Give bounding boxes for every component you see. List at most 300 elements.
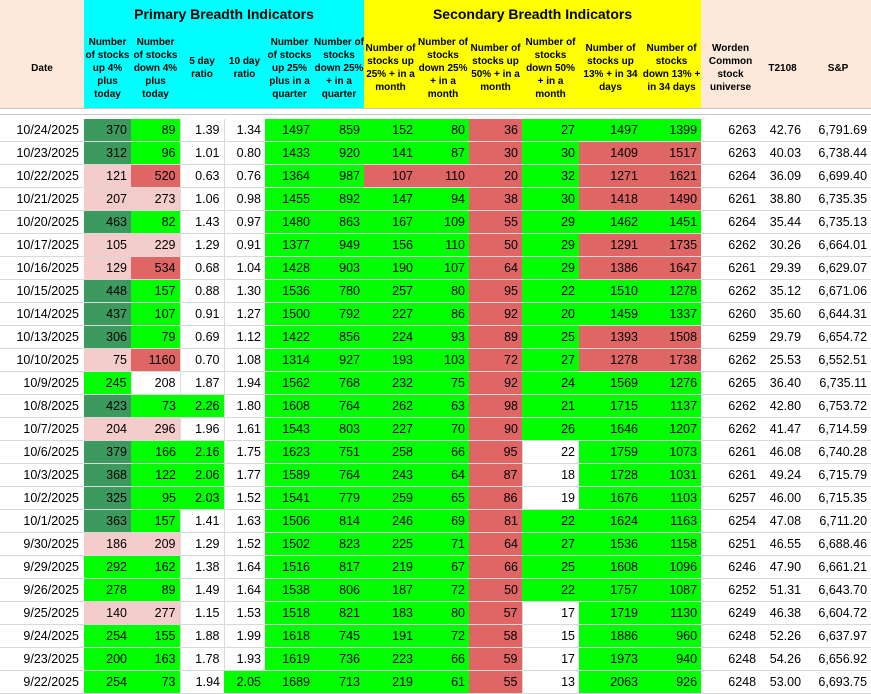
cell-down4: 534 (131, 257, 180, 280)
cell-up13: 1757 (579, 579, 642, 602)
cell-sp: 6,699.40 (805, 165, 871, 188)
cell-up13: 1886 (579, 625, 642, 648)
cell-down13: 1738 (642, 349, 701, 372)
cell-down13: 960 (642, 625, 701, 648)
cell-down13: 1163 (642, 510, 701, 533)
cell-up50m: 57 (469, 602, 522, 625)
cell-ratio5: 2.06 (180, 464, 224, 487)
table-row (0, 579, 871, 602)
cell-up50m: 36 (469, 119, 522, 142)
table-row (0, 625, 871, 648)
cell-up25m: 227 (364, 418, 417, 441)
cell-up50m: 55 (469, 211, 522, 234)
cell-sp: 6,693.75 (805, 671, 871, 694)
cell-up50m: 81 (469, 510, 522, 533)
cell-down4: 157 (131, 280, 180, 303)
table-row (0, 487, 871, 510)
col-header-up4: Number of stocks up 4% plus today (84, 28, 131, 109)
table-row (0, 533, 871, 556)
cell-sp: 6,735.11 (805, 372, 871, 395)
cell-universe: 6261 (701, 464, 760, 487)
cell-universe: 6263 (701, 119, 760, 142)
cell-up25q: 1623 (265, 441, 314, 464)
cell-down50m: 27 (522, 119, 579, 142)
cell-down13: 1735 (642, 234, 701, 257)
cell-sp: 6,661.21 (805, 556, 871, 579)
cell-ratio10: 1.61 (224, 418, 265, 441)
cell-up13: 1278 (579, 349, 642, 372)
cell-up13: 1386 (579, 257, 642, 280)
cell-ratio5: 1.88 (180, 625, 224, 648)
cell-date: 10/2/2025 (0, 487, 84, 510)
cell-up4: 75 (84, 349, 131, 372)
cell-up4: 325 (84, 487, 131, 510)
cell-ratio5: 1.38 (180, 556, 224, 579)
cell-ratio10: 1.12 (224, 326, 265, 349)
cell-ratio5: 1.15 (180, 602, 224, 625)
table-row (0, 165, 871, 188)
cell-up25m: 246 (364, 510, 417, 533)
cell-universe: 6262 (701, 234, 760, 257)
cell-up50m: 55 (469, 671, 522, 694)
cell-ratio5: 1.06 (180, 188, 224, 211)
cell-up25m: 257 (364, 280, 417, 303)
cell-date: 10/21/2025 (0, 188, 84, 211)
cell-up25q: 1689 (265, 671, 314, 694)
cell-down50m: 32 (522, 165, 579, 188)
cell-down25q: 792 (314, 303, 364, 326)
cell-down50m: 29 (522, 211, 579, 234)
cell-t2108: 46.00 (760, 487, 805, 510)
table-row (0, 372, 871, 395)
cell-ratio10: 0.97 (224, 211, 265, 234)
cell-down25m: 63 (417, 395, 469, 418)
cell-up13: 1459 (579, 303, 642, 326)
cell-ratio5: 1.94 (180, 671, 224, 694)
table-row (0, 556, 871, 579)
cell-ratio10: 1.94 (224, 372, 265, 395)
cell-down4: 163 (131, 648, 180, 671)
cell-date: 10/9/2025 (0, 372, 84, 395)
cell-up25m: 191 (364, 625, 417, 648)
cell-down25m: 61 (417, 671, 469, 694)
table-row (0, 349, 871, 372)
cell-down4: 107 (131, 303, 180, 326)
cell-up13: 1569 (579, 372, 642, 395)
cell-up25q: 1543 (265, 418, 314, 441)
cell-down25q: 736 (314, 648, 364, 671)
table-row (0, 303, 871, 326)
cell-sp: 6,715.35 (805, 487, 871, 510)
cell-down25q: 745 (314, 625, 364, 648)
cell-universe: 6248 (701, 671, 760, 694)
cell-up50m: 38 (469, 188, 522, 211)
cell-down13: 1621 (642, 165, 701, 188)
cell-up25m: 193 (364, 349, 417, 372)
cell-ratio10: 1.80 (224, 395, 265, 418)
cell-ratio10: 1.64 (224, 556, 265, 579)
cell-down25m: 72 (417, 579, 469, 602)
cell-down4: 73 (131, 671, 180, 694)
cell-universe: 6263 (701, 142, 760, 165)
cell-t2108: 47.08 (760, 510, 805, 533)
cell-up25q: 1618 (265, 625, 314, 648)
table-row (0, 326, 871, 349)
cell-universe: 6261 (701, 441, 760, 464)
cell-t2108: 35.44 (760, 211, 805, 234)
cell-down25m: 69 (417, 510, 469, 533)
cell-ratio10: 1.52 (224, 533, 265, 556)
cell-ratio10: 1.27 (224, 303, 265, 326)
cell-up13: 1510 (579, 280, 642, 303)
cell-ratio5: 0.88 (180, 280, 224, 303)
cell-up4: 363 (84, 510, 131, 533)
cell-up25q: 1536 (265, 280, 314, 303)
col-header-down13: Number of stocks down 13% + in 34 days (642, 28, 701, 109)
cell-t2108: 53.00 (760, 671, 805, 694)
cell-up50m: 20 (469, 165, 522, 188)
cell-ratio5: 2.16 (180, 441, 224, 464)
cell-down25m: 64 (417, 464, 469, 487)
cell-down50m: 25 (522, 556, 579, 579)
table-row (0, 418, 871, 441)
cell-up25q: 1538 (265, 579, 314, 602)
cell-universe: 6248 (701, 625, 760, 648)
cell-universe: 6264 (701, 211, 760, 234)
cell-ratio5: 1.96 (180, 418, 224, 441)
cell-universe: 6262 (701, 418, 760, 441)
cell-up50m: 90 (469, 418, 522, 441)
col-header-up50m: Number of stocks up 50% + in a month (469, 28, 522, 109)
cell-ratio5: 1.43 (180, 211, 224, 234)
cell-sp: 6,740.28 (805, 441, 871, 464)
cell-up50m: 59 (469, 648, 522, 671)
cell-sp: 6,711.20 (805, 510, 871, 533)
cell-down4: 73 (131, 395, 180, 418)
cell-ratio10: 1.64 (224, 579, 265, 602)
cell-up25q: 1518 (265, 602, 314, 625)
cell-down25q: 920 (314, 142, 364, 165)
cell-down50m: 13 (522, 671, 579, 694)
cell-down13: 1517 (642, 142, 701, 165)
cell-down4: 122 (131, 464, 180, 487)
cell-up25m: 224 (364, 326, 417, 349)
cell-down25q: 823 (314, 533, 364, 556)
cell-universe: 6252 (701, 579, 760, 602)
cell-ratio10: 0.98 (224, 188, 265, 211)
cell-sp: 6,604.72 (805, 602, 871, 625)
table-row (0, 648, 871, 671)
cell-down25m: 94 (417, 188, 469, 211)
cell-up4: 306 (84, 326, 131, 349)
cell-universe: 6262 (701, 280, 760, 303)
col-header-down25m: Number of stocks down 25% + in a month (417, 28, 469, 109)
cell-date: 10/23/2025 (0, 142, 84, 165)
cell-up25q: 1433 (265, 142, 314, 165)
cell-up25m: 167 (364, 211, 417, 234)
cell-universe: 6261 (701, 188, 760, 211)
cell-up25q: 1502 (265, 533, 314, 556)
table-row (0, 510, 871, 533)
cell-down13: 1073 (642, 441, 701, 464)
cell-down50m: 29 (522, 234, 579, 257)
cell-up13: 1646 (579, 418, 642, 441)
cell-t2108: 54.26 (760, 648, 805, 671)
cell-universe: 6259 (701, 326, 760, 349)
cell-down50m: 27 (522, 349, 579, 372)
cell-up13: 1759 (579, 441, 642, 464)
primary-indicators-title: Primary Breadth Indicators (84, 0, 364, 28)
data-rows (0, 119, 871, 694)
col-header-ratio5: 5 day ratio (180, 28, 224, 109)
cell-down4: 82 (131, 211, 180, 234)
cell-down50m: 30 (522, 142, 579, 165)
cell-ratio10: 1.75 (224, 441, 265, 464)
cell-down4: 79 (131, 326, 180, 349)
cell-date: 10/13/2025 (0, 326, 84, 349)
cell-up25m: 107 (364, 165, 417, 188)
cell-up13: 1608 (579, 556, 642, 579)
cell-down13: 926 (642, 671, 701, 694)
cell-ratio5: 1.01 (180, 142, 224, 165)
cell-up25q: 1364 (265, 165, 314, 188)
table-row (0, 280, 871, 303)
cell-up4: 312 (84, 142, 131, 165)
cell-t2108: 25.53 (760, 349, 805, 372)
cell-down13: 1103 (642, 487, 701, 510)
cell-down25q: 903 (314, 257, 364, 280)
cell-up25q: 1455 (265, 188, 314, 211)
cell-date: 9/22/2025 (0, 671, 84, 694)
cell-up25m: 243 (364, 464, 417, 487)
cell-ratio5: 0.63 (180, 165, 224, 188)
cell-up25m: 187 (364, 579, 417, 602)
cell-up25q: 1422 (265, 326, 314, 349)
table-row (0, 234, 871, 257)
cell-up4: 204 (84, 418, 131, 441)
table-row (0, 188, 871, 211)
cell-down4: 209 (131, 533, 180, 556)
cell-down25q: 803 (314, 418, 364, 441)
cell-ratio10: 1.04 (224, 257, 265, 280)
cell-down25q: 817 (314, 556, 364, 579)
cell-down4: 157 (131, 510, 180, 533)
cell-ratio5: 1.41 (180, 510, 224, 533)
col-header-universe: Worden Common stock universe (701, 28, 760, 109)
cell-down25q: 780 (314, 280, 364, 303)
cell-ratio10: 1.52 (224, 487, 265, 510)
table-row (0, 142, 871, 165)
cell-down4: 273 (131, 188, 180, 211)
cell-up4: 423 (84, 395, 131, 418)
cell-up50m: 92 (469, 303, 522, 326)
cell-down50m: 25 (522, 326, 579, 349)
cell-date: 10/22/2025 (0, 165, 84, 188)
cell-down25q: 751 (314, 441, 364, 464)
cell-down13: 1337 (642, 303, 701, 326)
cell-date: 9/30/2025 (0, 533, 84, 556)
cell-date: 9/29/2025 (0, 556, 84, 579)
cell-date: 10/3/2025 (0, 464, 84, 487)
cell-up25m: 156 (364, 234, 417, 257)
cell-up25q: 1500 (265, 303, 314, 326)
cell-universe: 6260 (701, 303, 760, 326)
cell-sp: 6,671.06 (805, 280, 871, 303)
cell-ratio10: 1.34 (224, 119, 265, 142)
cell-up13: 1676 (579, 487, 642, 510)
cell-up25m: 219 (364, 556, 417, 579)
cell-down25m: 70 (417, 418, 469, 441)
cell-down13: 1130 (642, 602, 701, 625)
cell-t2108: 46.55 (760, 533, 805, 556)
table-row (0, 602, 871, 625)
cell-down50m: 24 (522, 372, 579, 395)
cell-up25m: 225 (364, 533, 417, 556)
cell-date: 10/16/2025 (0, 257, 84, 280)
cell-universe: 6249 (701, 602, 760, 625)
cell-down4: 166 (131, 441, 180, 464)
cell-down4: 162 (131, 556, 180, 579)
cell-t2108: 36.09 (760, 165, 805, 188)
cell-down4: 277 (131, 602, 180, 625)
cell-up13: 1271 (579, 165, 642, 188)
cell-up4: 121 (84, 165, 131, 188)
col-header-ratio10: 10 day ratio (224, 28, 265, 109)
cell-up13: 1393 (579, 326, 642, 349)
cell-down25q: 892 (314, 188, 364, 211)
cell-ratio5: 0.69 (180, 326, 224, 349)
cell-up50m: 87 (469, 464, 522, 487)
cell-up25q: 1589 (265, 464, 314, 487)
cell-sp: 6,738.44 (805, 142, 871, 165)
cell-up25q: 1619 (265, 648, 314, 671)
cell-down50m: 18 (522, 464, 579, 487)
cell-down25q: 764 (314, 395, 364, 418)
cell-universe: 6246 (701, 556, 760, 579)
col-header-up25q: Number of stocks up 25% plus in a quarter (265, 28, 314, 109)
cell-t2108: 46.08 (760, 441, 805, 464)
cell-ratio10: 1.30 (224, 280, 265, 303)
cell-down50m: 19 (522, 487, 579, 510)
cell-t2108: 51.31 (760, 579, 805, 602)
cell-up13: 1409 (579, 142, 642, 165)
cell-universe: 6262 (701, 395, 760, 418)
cell-up13: 1462 (579, 211, 642, 234)
cell-sp: 6,735.13 (805, 211, 871, 234)
cell-ratio10: 2.05 (224, 671, 265, 694)
cell-up50m: 64 (469, 257, 522, 280)
cell-ratio5: 2.03 (180, 487, 224, 510)
cell-down13: 1451 (642, 211, 701, 234)
cell-ratio5: 1.87 (180, 372, 224, 395)
cell-down25m: 75 (417, 372, 469, 395)
cell-down25m: 110 (417, 165, 469, 188)
cell-down25m: 72 (417, 625, 469, 648)
cell-down25m: 67 (417, 556, 469, 579)
cell-up25m: 262 (364, 395, 417, 418)
cell-sp: 6,688.46 (805, 533, 871, 556)
cell-sp: 6,552.51 (805, 349, 871, 372)
cell-up50m: 50 (469, 234, 522, 257)
cell-down25q: 856 (314, 326, 364, 349)
cell-down13: 1087 (642, 579, 701, 602)
cell-up50m: 95 (469, 441, 522, 464)
cell-ratio5: 1.78 (180, 648, 224, 671)
cell-up4: 368 (84, 464, 131, 487)
cell-up13: 1291 (579, 234, 642, 257)
cell-up13: 2063 (579, 671, 642, 694)
col-header-sp: S&P (805, 28, 871, 109)
cell-down50m: 17 (522, 602, 579, 625)
cell-up25m: 152 (364, 119, 417, 142)
table-row (0, 119, 871, 142)
col-header-down4: Number of stocks down 4% plus today (131, 28, 180, 109)
cell-down25q: 768 (314, 372, 364, 395)
cell-t2108: 46.38 (760, 602, 805, 625)
cell-date: 10/6/2025 (0, 441, 84, 464)
cell-t2108: 41.47 (760, 418, 805, 441)
cell-up13: 1418 (579, 188, 642, 211)
cell-up25m: 232 (364, 372, 417, 395)
cell-up4: 200 (84, 648, 131, 671)
cell-up4: 437 (84, 303, 131, 326)
cell-down13: 1508 (642, 326, 701, 349)
cell-down50m: 29 (522, 257, 579, 280)
cell-t2108: 42.76 (760, 119, 805, 142)
cell-ratio10: 1.77 (224, 464, 265, 487)
cell-up50m: 89 (469, 326, 522, 349)
cell-down13: 1399 (642, 119, 701, 142)
cell-t2108: 30.26 (760, 234, 805, 257)
cell-up25q: 1608 (265, 395, 314, 418)
cell-universe: 6262 (701, 349, 760, 372)
cell-date: 10/24/2025 (0, 119, 84, 142)
cell-up25m: 227 (364, 303, 417, 326)
cell-sp: 6,643.70 (805, 579, 871, 602)
cell-sp: 6,654.72 (805, 326, 871, 349)
cell-down25m: 103 (417, 349, 469, 372)
extra-header-cell (701, 0, 871, 28)
cell-down50m: 22 (522, 441, 579, 464)
cell-up25q: 1497 (265, 119, 314, 142)
cell-up4: 140 (84, 602, 131, 625)
corner-cell (0, 0, 84, 28)
cell-date: 10/17/2025 (0, 234, 84, 257)
cell-down50m: 15 (522, 625, 579, 648)
cell-down25m: 110 (417, 234, 469, 257)
cell-up25q: 1314 (265, 349, 314, 372)
cell-up25m: 183 (364, 602, 417, 625)
cell-down25m: 66 (417, 441, 469, 464)
cell-t2108: 29.79 (760, 326, 805, 349)
cell-t2108: 40.03 (760, 142, 805, 165)
cell-sp: 6,656.92 (805, 648, 871, 671)
cell-date: 10/15/2025 (0, 280, 84, 303)
cell-ratio5: 1.29 (180, 234, 224, 257)
cell-up25q: 1377 (265, 234, 314, 257)
cell-up25q: 1516 (265, 556, 314, 579)
cell-up25q: 1562 (265, 372, 314, 395)
cell-ratio10: 1.93 (224, 648, 265, 671)
cell-up4: 186 (84, 533, 131, 556)
cell-up4: 129 (84, 257, 131, 280)
cell-up4: 207 (84, 188, 131, 211)
cell-up25m: 190 (364, 257, 417, 280)
cell-t2108: 35.12 (760, 280, 805, 303)
cell-down13: 1490 (642, 188, 701, 211)
cell-ratio10: 1.63 (224, 510, 265, 533)
cell-ratio5: 1.29 (180, 533, 224, 556)
